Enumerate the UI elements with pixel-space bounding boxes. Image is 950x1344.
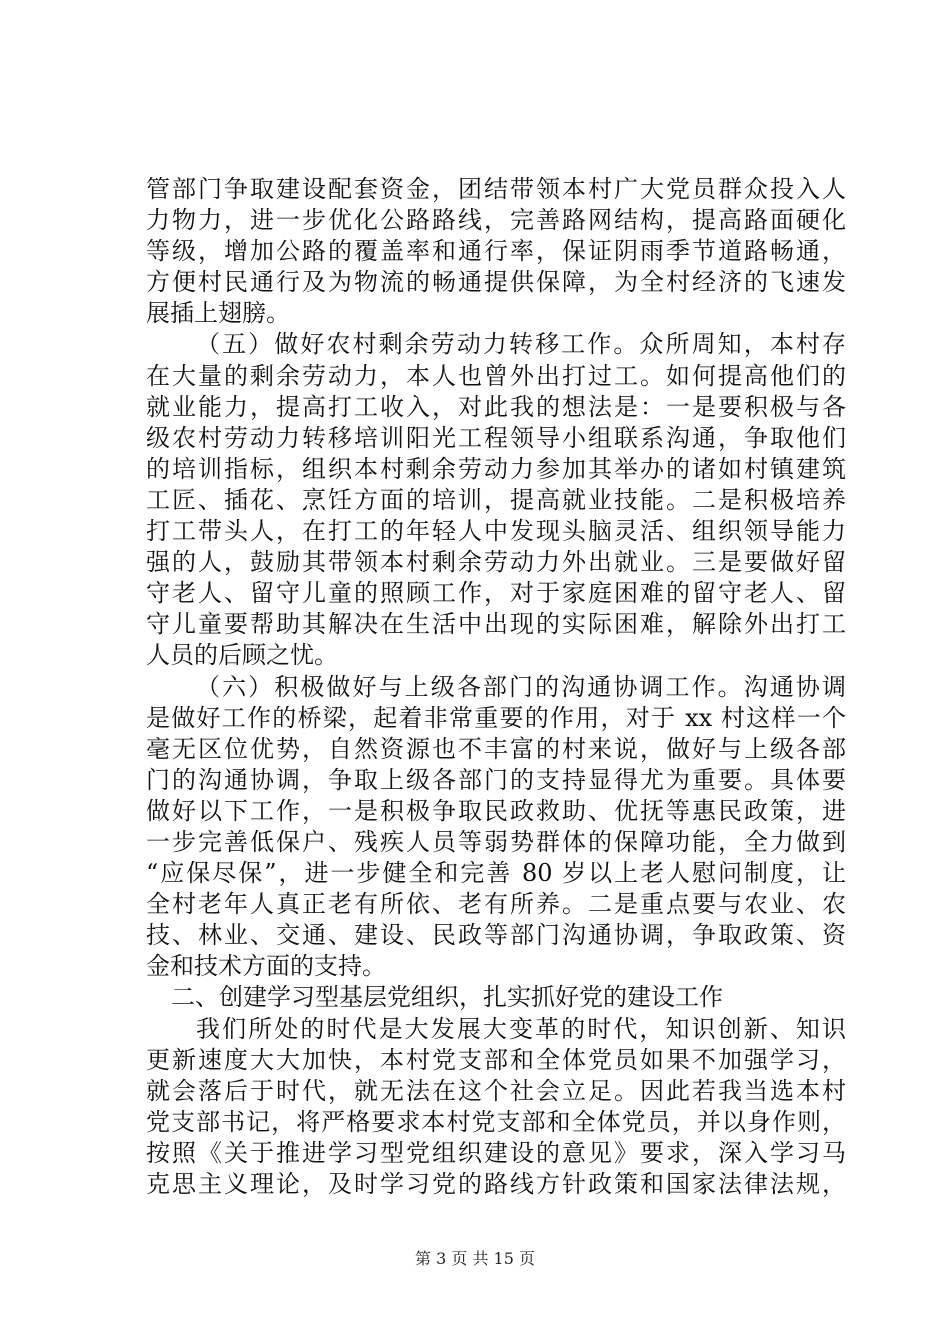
text-line: 工匠、插花、烹饪方面的培训，提高就业技能。二是积极培养 <box>146 485 846 514</box>
text-line: 全村老年人真正老有所依、老有所养。二是重点要与农业、农 <box>146 890 846 919</box>
text-line: 在大量的剩余劳动力，本人也曾外出打过工。如何提高他们的 <box>146 361 846 390</box>
text-line: 打工带头人，在打工的年轻人中发现头脑灵活、组织领导能力 <box>146 517 846 546</box>
text-line: “应保尽保”，进一步健全和完善 80 岁以上老人慰问制度，让 <box>146 859 846 888</box>
text-line: 我们所处的时代是大发展大变革的时代，知识创新、知识 <box>196 1014 846 1043</box>
text-line: 的培训指标，组织本村剩余劳动力参加其举办的诸如村镇建筑 <box>146 454 846 483</box>
text-line: 做好以下工作，一是积极争取民政救助、优抚等惠民政策，进 <box>146 796 846 825</box>
text-line: 等级，增加公路的覆盖率和通行率，保证阴雨季节道路畅通， <box>146 237 846 266</box>
text-line: 金和技术方面的支持。 <box>146 952 386 981</box>
text-line: 就会落后于时代，就无法在这个社会立足。因此若我当选本村 <box>146 1076 846 1105</box>
text-line: 克思主义理论，及时学习党的路线方针政策和国家法律法规， <box>146 1170 846 1198</box>
text-line: 强的人，鼓励其带领本村剩余劳动力外出就业。三是要做好留 <box>146 548 846 577</box>
body-text <box>146 174 846 1200</box>
section-heading-6: （六）积极做好与上级各部门的沟通协调工作。沟通协调 <box>196 672 846 701</box>
text-line: 门的沟通协调，争取上级各部门的支持显得尤为重要。具体要 <box>146 765 846 794</box>
text-line: 是做好工作的桥梁，起着非常重要的作用，对于 xx 村这样一个 <box>146 703 846 732</box>
text-line: 一步完善低保户、残疾人员等弱势群体的保障功能，全力做到 <box>146 827 846 856</box>
text-line: 方便村民通行及为物流的畅通提供保障，为全村经济的飞速发 <box>146 268 846 297</box>
text-line: 管部门争取建设配套资金，团结带领本村广大党员群众投入人 <box>146 175 846 203</box>
text-line: 毫无区位优势，自然资源也不丰富的村来说，做好与上级各部 <box>146 734 846 763</box>
section-heading-2: 二、创建学习型基层党组织，扎实抓好党的建设工作 <box>171 983 723 1012</box>
text-line: 更新速度大大加快，本村党支部和全体党员如果不加强学习， <box>146 1045 846 1074</box>
text-line: 级农村劳动力转移培训阳光工程领导小组联系沟通，争取他们 <box>146 423 846 452</box>
text-line: 展插上翅膀。 <box>146 299 290 328</box>
section-heading-5: （五）做好农村剩余劳动力转移工作。众所周知，本村存 <box>196 330 846 359</box>
page-footer: 第 3 页 共 15 页 <box>415 1249 535 1268</box>
text-line: 就业能力，提高打工收入，对此我的想法是：一是要积极与各 <box>146 392 846 421</box>
text-line: 人员的后顾之忧。 <box>146 641 338 670</box>
text-line: 守儿童要帮助其解决在生活中出现的实际困难，解除外出打工 <box>146 610 846 639</box>
text-line: 技、林业、交通、建设、民政等部门沟通协调，争取政策、资 <box>146 921 846 950</box>
text-line: 守老人、留守儿童的照顾工作，对于家庭困难的留守老人、留 <box>146 579 846 608</box>
text-line: 按照《关于推进学习型党组织建设的意见》要求，深入学习马 <box>146 1138 846 1167</box>
text-line: 党支部书记，将严格要求本村党支部和全体党员，并以身作则， <box>146 1107 846 1136</box>
text-line: 力物力，进一步优化公路路线，完善路网结构，提高路面硬化 <box>146 206 846 235</box>
